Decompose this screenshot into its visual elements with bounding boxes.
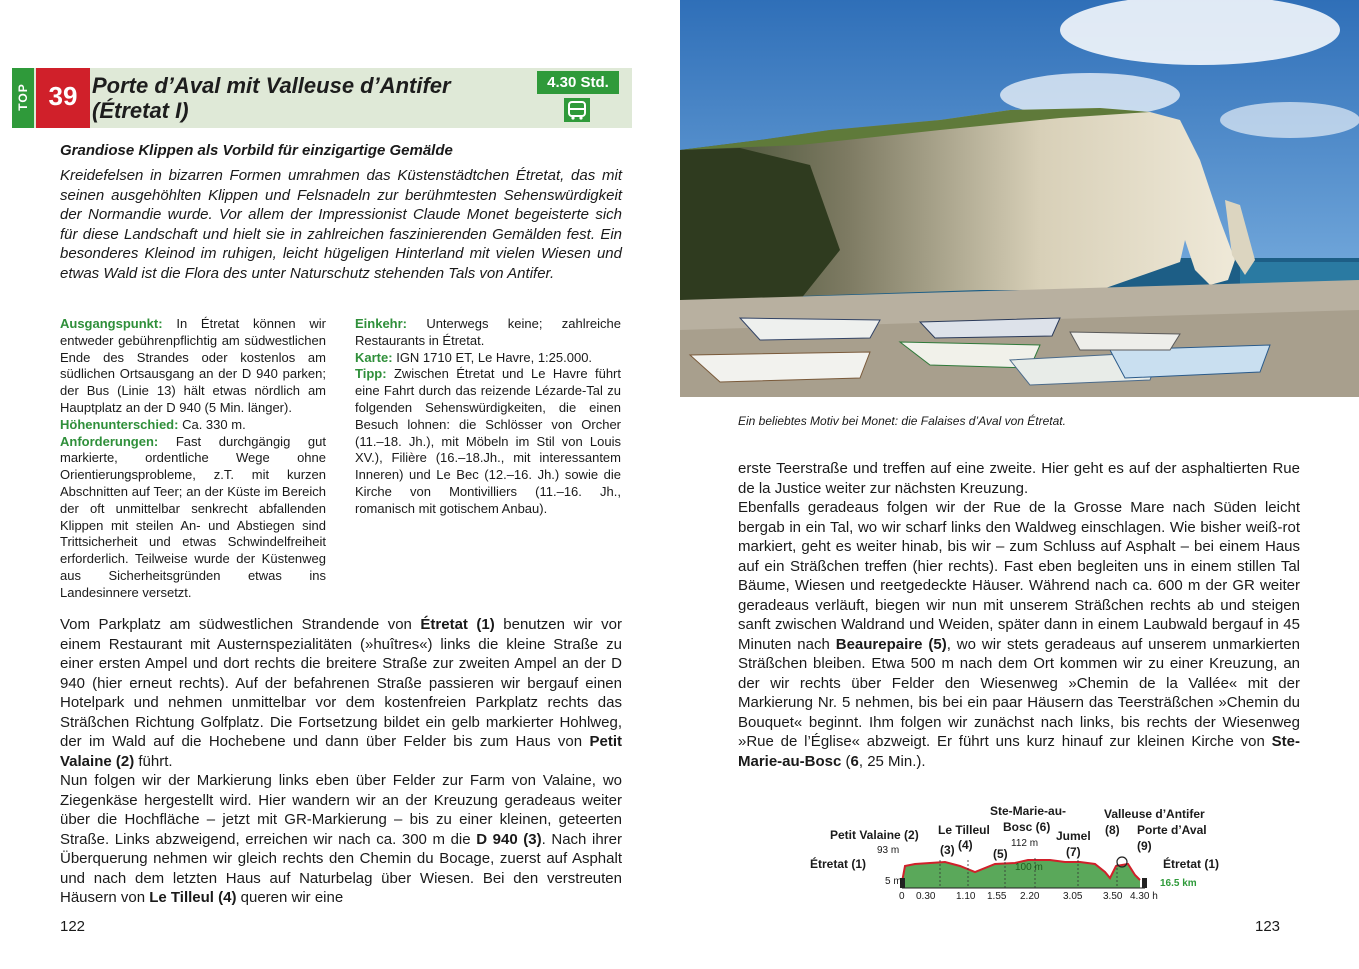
label-9: (9) xyxy=(1137,839,1152,853)
body-span: ( xyxy=(841,752,851,770)
time-tick: 4.30 h xyxy=(1130,891,1158,902)
page-number-left: 122 xyxy=(60,918,86,935)
info-column-2-content xyxy=(355,316,621,518)
info-karte xyxy=(355,350,621,367)
info-label: Karte: xyxy=(355,349,393,365)
place-name: Le Tilleul (4) xyxy=(149,889,237,906)
height-112: 112 m xyxy=(1011,838,1039,849)
label-valleuse: Valleuse d’Antifer xyxy=(1104,807,1205,821)
time-tick: 0.30 xyxy=(916,891,936,902)
info-text: Fast durchgängig gut markierte, ordentliche Wege ohne Orientierungsprobleme, z.T. mit kurzen Abschnitten auf Teer; an der Küste im Bereich der oft unmittelbar senkrecht abfallenden Klippen mit steilen An- und Abstiegen sind Trittsicherheit und etwas Schwindelfreiheit erforderlich. Teilweise wurde der Küstenweg aus Sicherheitsgründen etwas ins Landesinnere versetzt. xyxy=(60,433,326,600)
label-7: (7) xyxy=(1066,845,1081,859)
body-span: Ebenfalls geradeaus folgen wir der Rue de la Grosse Mare nach Süden leicht bergab in ein Tal, wo wir scharf links den Waldweg einschlagen. Wie bisher weiß-rot markiert, geht es weiter hinab, bis wir – zum Schluss auf Asphalt – bei einem Haus auf ein Sträßchen treffen (hier rechts). Fast eben begleiten uns in einem stillen Tal Bäume, Wiesen und reetgedeckte Häuser. Während nach ca. 600 m der GR weiter geradeaus verläuft, biegen wir nun mit unserem Sträßchen rechts ab und steigen sanft zwischen Waldrand und Weiden, später dann in einem Laubwald bergauf in 45 Minuten nach xyxy=(738,499,1300,653)
body-span: benutzen wir vor einem Restaurant mit Austernspezialitäten (»huîtres«) links die kleine Straße zu einer ersten Ampel und dort rechts die breitere Straße zur zweiten Ampel an der D 940 (hier erneut rechts). Auf der befahrenen Straße passieren wir bergauf einen Hotelpark und nehmen unmittelbar vor dem kostenfreien Parkplatz rechts das Sträßchen Richtung Golfplatz. Die Fortsetzung bildet ein gelb markierter Hohlweg, der im Wald auf die Hochebene und dann über Felder bis zum Haus von xyxy=(60,616,622,750)
info-text: Zwischen Étretat und Le Havre führt eine Fahrt durch das reizende Lézarde-Tal zu folgenden Sehenswürdigkeiten, die einen Besuch lohnen: die Schlösser von Orcher (11.–18. Jh.), mit Möbeln im Stil von Louis XV.), Filière (16.–18.Jh., mit interessantem Inneren) und Le Bec (12.–16. Jh.) sowie die Kirche von Montivilliers (11.–16. Jh., romanisch mit gotischem Anbau). xyxy=(355,366,621,516)
info-label: Einkehr: xyxy=(355,316,408,331)
label-ste-marie: Ste-Marie-au- xyxy=(990,804,1067,818)
label-porte: Porte d’Aval xyxy=(1137,823,1207,837)
info-label: Höhenunterschied: xyxy=(60,416,179,432)
label-petit-valaine: Petit Valaine (2) xyxy=(830,828,919,842)
tour-title-line1: Porte d’Aval mit Valleuse d’Antifer xyxy=(92,73,451,98)
height-93: 93 m xyxy=(877,845,900,856)
left-body-text xyxy=(60,615,622,908)
right-page xyxy=(680,0,1359,969)
label-3: (3) xyxy=(940,843,955,857)
info-label: Ausgangspunkt: xyxy=(60,316,163,331)
body-span: , 25 Min.). xyxy=(858,752,926,770)
body-paragraph xyxy=(60,771,622,908)
right-body-text xyxy=(738,459,1300,771)
intro-subtitle: Grandiose Klippen als Vorbild für einzigartige Gemälde xyxy=(60,142,453,159)
bus-icon xyxy=(564,98,590,122)
time-tick: 2.20 xyxy=(1020,891,1040,902)
label-5: (5) xyxy=(993,847,1008,861)
body-paragraph: erste Teerstraße und treffen auf eine zweite. Hier geht es auf der asphaltierten Rue de la Justice weiter zur nächsten Kreuzung. xyxy=(738,460,1300,497)
label-bosc: Bosc (6) xyxy=(1003,820,1051,834)
time-tick: 3.50 xyxy=(1103,891,1123,902)
page-number-right: 123 xyxy=(1255,918,1281,935)
body-span: Nun folgen wir der Markierung links eben über Felder zur Farm von Valaine, wo Ziegenkäse hergestellt wird. Hier wandern wir an der Kreuzung geradeaus weiter über die Hochfläche – jetzt mit GR-Markierung – bis zu einer kleinen, geteerten Straße. Links abzweigend, erreichen wir nach ca. 300 m die xyxy=(60,772,622,848)
top-tab-label: TOP xyxy=(16,83,30,111)
intro-text: Kreidefelsen in bizarren Formen umrahmen das Küstenstädtchen Étretat, das mit seinen ausgehöhlten Klippen und Felsnadeln zur berühmtesten Sehenswürdigkeit der Normandie wurde. Vor allem der Impressionist Claude Monet begeisterte sich für diese Landschaft und hielt sie in zahlreichen faszinierenden Gemälden fest. Ein besonderes Kleinod im ruhigen, leicht hügeligen Hinterland mit vielen Wiesen und etwas Wald ist die Flora des unter Naturschutz stehenden Tals von Antifer. xyxy=(60,167,622,282)
time-tick: 3.05 xyxy=(1063,891,1083,902)
height-100: 100 m xyxy=(1015,862,1043,873)
info-text: Unterwegs keine; zahlreiche Restaurants in Étretat. xyxy=(355,316,621,348)
info-text: IGN 1710 ET, Le Havre, 1:25.000. xyxy=(396,349,593,365)
top-tab xyxy=(12,68,34,128)
label-le-tilleul: Le Tilleul xyxy=(938,823,990,837)
info-column-1 xyxy=(60,316,326,600)
info-anforderungen xyxy=(60,434,326,602)
time-tick: 1.10 xyxy=(956,891,976,902)
info-label: Tipp: xyxy=(355,366,387,382)
tour-title-line2: (Étretat I) xyxy=(92,98,189,123)
place-name: Petit Valaine (2) xyxy=(60,733,622,770)
time-tick: 0 xyxy=(899,891,905,902)
cliff-photo xyxy=(680,0,1359,397)
time-tick: 1.55 xyxy=(987,891,1007,902)
info-tipp xyxy=(355,366,621,517)
label-8: (8) xyxy=(1105,823,1120,837)
place-name: 6 xyxy=(850,752,859,770)
tour-number: 39 xyxy=(36,68,90,128)
distance-label: 16.5 km xyxy=(1160,878,1197,889)
tour-title xyxy=(92,73,522,123)
place-name: D 940 (3) xyxy=(476,830,542,848)
place-name: Étretat (1) xyxy=(420,616,495,633)
body-span: führt. xyxy=(134,752,173,770)
info-ausgangspunkt xyxy=(60,316,326,417)
place-name: Ste-Marie-au-Bosc xyxy=(738,733,1300,770)
body-span: queren wir eine xyxy=(236,889,344,906)
info-text: In Étretat können wir entweder gebührenpflichtig am südwestlichen Ende des Strandes oder kostenlos am südlichen Ortsausgang an der D 940 parken; der Bus (Linie 13) hält etwas nördlich am Hauptplatz an der D 940 (5 Min. länger). xyxy=(60,316,326,415)
duration-badge: 4.30 Std. xyxy=(537,71,619,94)
label-jumel: Jumel xyxy=(1056,829,1091,843)
height-5: 5 m xyxy=(885,876,902,887)
info-text: Ca. 330 m. xyxy=(182,416,246,432)
info-einkehr xyxy=(355,316,621,350)
body-span: , wo wir stets geradeaus auf unserem unmarkierten Sträßchen bleiben. Etwa 500 m nach dem Ort kommen wir zu einer Kreuzung, an der wir rechts über Felder den Wiesenweg »Chemin de la Vallée« mit der Markierung Nr. 5 nehmen, bis bei ein paar Häusern das Teersträßchen »Chemin du Bouquet« beginnt. Ihm folgen wir zunächst nach links, bis rechts der Wiesenweg »Rue de l’Église« abzweigt. Er führt uns kurz hinauf zur kleinen Kirche von xyxy=(738,635,1300,750)
tour-header xyxy=(12,68,632,128)
place-name: Beaurepaire (5) xyxy=(835,635,947,653)
label-etretat-end: Étretat (1) xyxy=(1163,857,1220,871)
photo-caption: Ein beliebtes Motiv bei Monet: die Falaises d’Aval von Étretat. xyxy=(738,414,1066,428)
body-paragraph xyxy=(60,615,622,771)
elevation-profile xyxy=(810,800,1230,910)
info-label: Anforderungen: xyxy=(60,433,159,449)
body-span: . Nach ihrer Überquerung nehmen wir gleich rechts den Chemin du Bocage, zuerst auf Asphalt und nach dem letzten Haus auf Naturbelag über Wiesen. Bei den verstreuten Häusern von xyxy=(60,830,623,906)
label-4: (4) xyxy=(958,838,973,852)
body-paragraph xyxy=(738,498,1300,771)
info-hoehen xyxy=(60,417,326,434)
label-etretat-start: Étretat (1) xyxy=(810,857,867,871)
body-span: Vom Parkplatz am südwestlichen Strandende von xyxy=(60,616,421,633)
